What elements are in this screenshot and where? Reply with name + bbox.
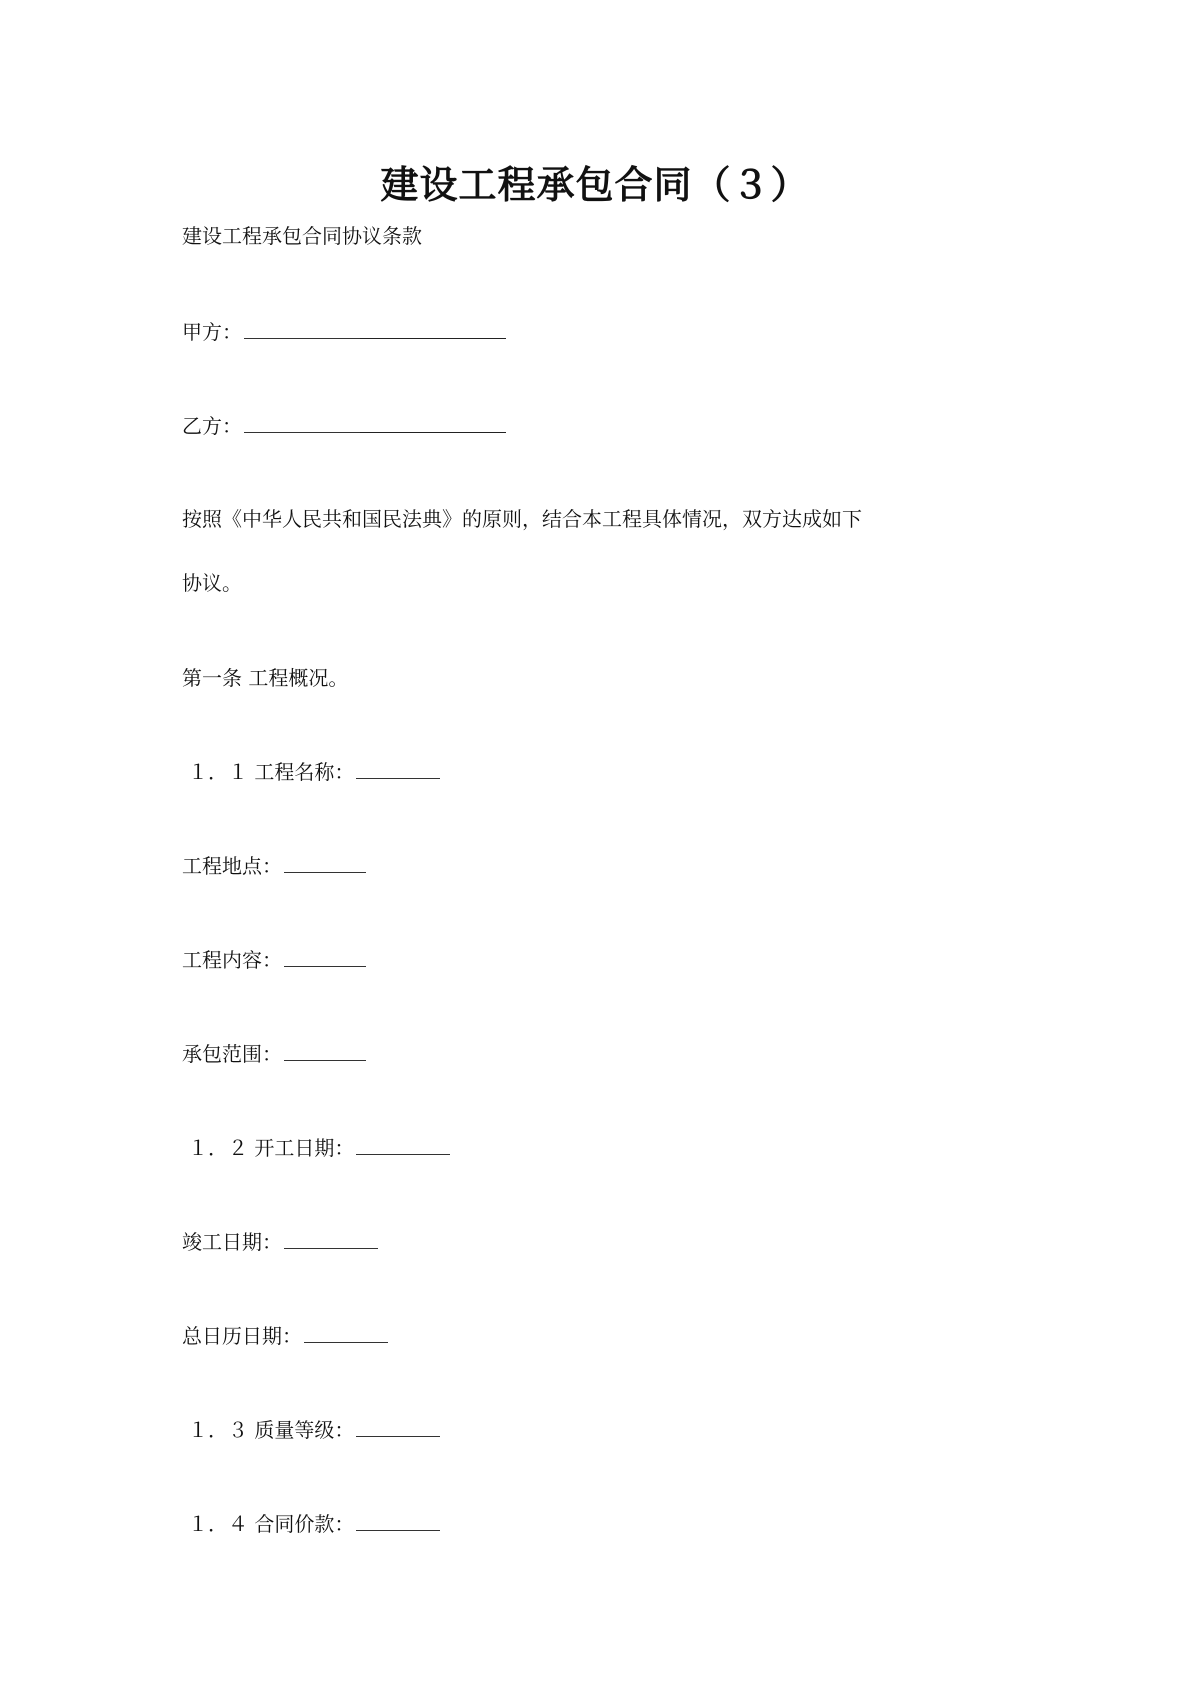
content-row (182, 946, 366, 974)
party-a-blank-2 (360, 320, 506, 339)
item-1-2-label: １．２ 开工日期： (188, 1136, 355, 1160)
party-a-row (182, 318, 506, 346)
quality-blank (356, 1418, 440, 1437)
item-1-2-row (182, 1134, 450, 1162)
location-label: 工程地点： (182, 854, 282, 878)
party-b-row (182, 412, 506, 440)
scope-row (182, 1040, 366, 1068)
item-1-1-row (182, 758, 440, 786)
party-b-blank-1 (244, 414, 360, 433)
content-label: 工程内容： (182, 948, 282, 972)
content-blank (284, 948, 366, 967)
article-1-heading: 第一条 工程概况。 (182, 666, 349, 690)
document-title: 建设工程承包合同（３） (380, 162, 810, 207)
total-days-label: 总日历日期： (182, 1324, 302, 1348)
document-subtitle (182, 222, 422, 250)
completion-blank (284, 1230, 378, 1249)
party-a-blank-1 (244, 320, 360, 339)
total-days-row (182, 1322, 388, 1350)
intro-line-2: 协议。 (182, 571, 242, 595)
scope-blank (284, 1042, 366, 1061)
scope-label: 承包范围： (182, 1042, 282, 1066)
subtitle-text: 建设工程承包合同协议条款 (182, 224, 422, 248)
location-blank (284, 854, 366, 873)
item-1-1-label: １．１ 工程名称： (188, 760, 355, 784)
price-blank (356, 1512, 440, 1531)
party-b-label: 乙方： (182, 414, 242, 438)
location-row (182, 852, 366, 880)
intro-line-1: 按照《中华人民共和国民法典》的原则，结合本工程具体情况，双方达成如下 (182, 507, 862, 531)
party-b-blank-2 (360, 414, 506, 433)
completion-row (182, 1228, 378, 1256)
item-1-4-row (182, 1510, 440, 1538)
start-date-blank (356, 1136, 450, 1155)
total-days-blank (304, 1324, 388, 1343)
party-a-label: 甲方： (182, 320, 242, 344)
item-1-3-label: １．３ 质量等级： (188, 1418, 355, 1442)
item-1-3-row (182, 1416, 440, 1444)
project-name-blank (356, 760, 440, 779)
completion-label: 竣工日期： (182, 1230, 282, 1254)
item-1-4-label: １．４ 合同价款： (188, 1512, 355, 1536)
